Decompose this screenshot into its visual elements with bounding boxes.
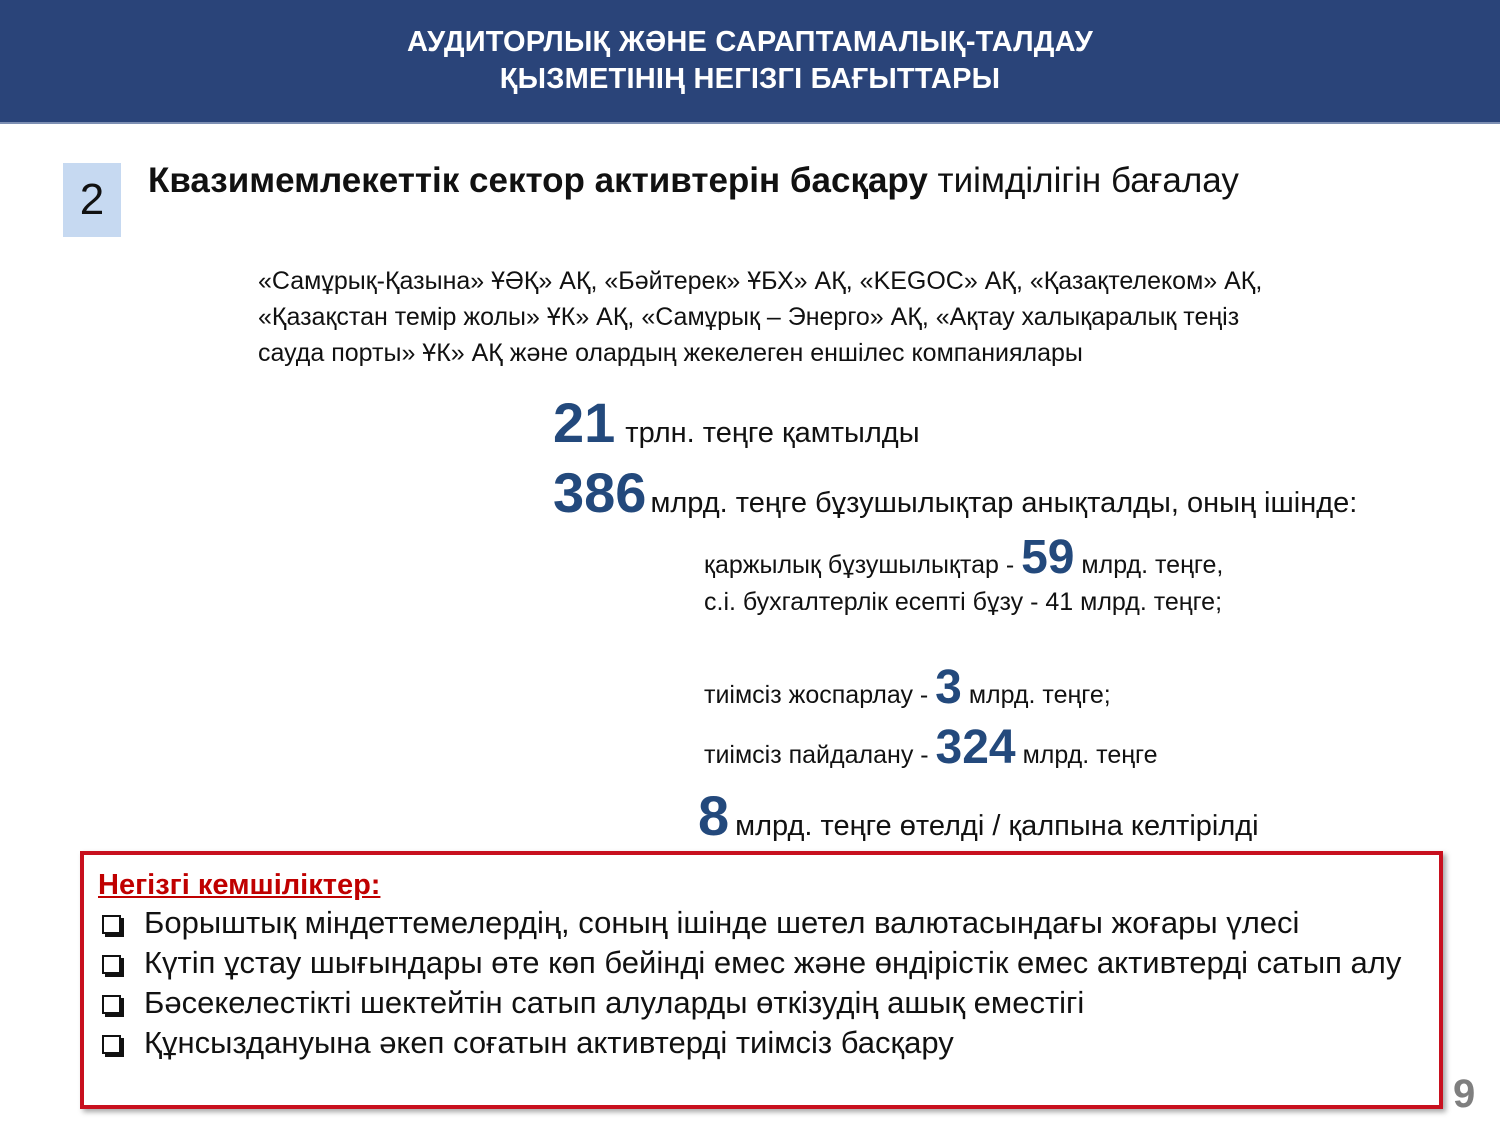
stat-financial-suffix: млрд. теңге, bbox=[1074, 551, 1224, 579]
stat-violations bbox=[553, 460, 1357, 525]
issues-title: Негізгі кемшіліктер: bbox=[98, 869, 381, 901]
stat-financial-value: 59 bbox=[1021, 531, 1075, 584]
stat-violations-text: млрд. теңге бұзушылықтар анықталды, оның ішінде: bbox=[650, 487, 1358, 519]
issues-list bbox=[98, 903, 1425, 1063]
stat-recovered bbox=[698, 783, 1259, 848]
section-title-bold: Квазимемлекеттік сектор активтерін басқару bbox=[148, 161, 928, 200]
checkbox-bullet-icon bbox=[102, 995, 121, 1014]
header-title-line2: ҚЫЗМЕТІНІҢ НЕГІЗГІ БАҒЫТТАРЫ bbox=[499, 63, 1001, 95]
stat-recovered-text: млрд. теңге өтелді / қалпына келтірілді bbox=[735, 810, 1259, 842]
issue-item-text: Күтіп ұстау шығындары өте көп бейінді емес және өндірістік емес активтерді сатып алу bbox=[144, 945, 1402, 980]
checkbox-bullet-icon bbox=[102, 1035, 121, 1054]
stat-accounting: с.і. бухгалтерлік есепті бұзу - 41 млрд. теңге; bbox=[704, 588, 1223, 616]
page-number: 9 bbox=[1453, 1072, 1476, 1116]
stat-violations-value: 386 bbox=[553, 461, 647, 524]
stat-usage bbox=[704, 720, 1158, 775]
companies-list bbox=[258, 263, 1458, 371]
section-title bbox=[148, 160, 1239, 202]
companies-line: «Қазақстан темір жолы» ҰК» АҚ, «Самұрық – Энерго» АҚ, «Ақтау халықаралық теңіз bbox=[258, 303, 1240, 331]
stat-planning-suffix: млрд. теңге; bbox=[961, 681, 1111, 709]
stat-usage-value: 324 bbox=[935, 721, 1016, 774]
issues-box bbox=[80, 851, 1443, 1109]
issue-item bbox=[98, 943, 1425, 983]
stat-usage-suffix: млрд. теңге bbox=[1015, 741, 1158, 769]
checkbox-bullet-icon bbox=[102, 915, 121, 934]
stat-financial bbox=[704, 530, 1223, 585]
issue-item-text: Құнсыздануына әкеп соғатын активтерді тиімсіз басқару bbox=[144, 1025, 954, 1060]
stat-financial-prefix: қаржылық бұзушылықтар - bbox=[704, 551, 1022, 579]
stat-covered-text: трлн. теңге қамтылды bbox=[625, 417, 920, 449]
stat-covered-value: 21 bbox=[553, 391, 616, 454]
checkbox-bullet-icon bbox=[102, 955, 121, 974]
section-title-rest: тиімділігін бағалау bbox=[927, 161, 1239, 200]
stat-planning bbox=[704, 660, 1111, 715]
stat-covered bbox=[553, 390, 920, 455]
stat-usage-prefix: тиімсіз пайдалану - bbox=[704, 741, 936, 769]
issue-item-text: Бәсекелестікті шектейтін сатып алуларды өткізудің ашық еместігі bbox=[144, 985, 1085, 1020]
issue-item bbox=[98, 903, 1425, 943]
stat-planning-value: 3 bbox=[935, 661, 962, 714]
section-number-badge: 2 bbox=[63, 163, 121, 237]
stat-recovered-value: 8 bbox=[698, 784, 730, 847]
header-title-line1: АУДИТОРЛЫҚ ЖӘНЕ САРАПТАМАЛЫҚ-ТАЛДАУ bbox=[407, 26, 1093, 58]
slide-header bbox=[0, 0, 1500, 124]
companies-line: «Самұрық-Қазына» ҰӘҚ» АҚ, «Бәйтерек» ҰБХ» АҚ, «KEGOC» АҚ, «Қазақтелеком» АҚ, bbox=[258, 267, 1263, 295]
issue-item bbox=[98, 1023, 1425, 1063]
issue-item bbox=[98, 983, 1425, 1023]
companies-line: сауда порты» ҰК» АҚ және олардың жекелеген еншілес компаниялары bbox=[258, 339, 1083, 367]
issue-item-text: Борыштық міндеттемелердің, соның ішінде шетел валютасындағы жоғары үлесі bbox=[144, 905, 1300, 940]
stat-planning-prefix: тиімсіз жоспарлау - bbox=[704, 681, 936, 709]
